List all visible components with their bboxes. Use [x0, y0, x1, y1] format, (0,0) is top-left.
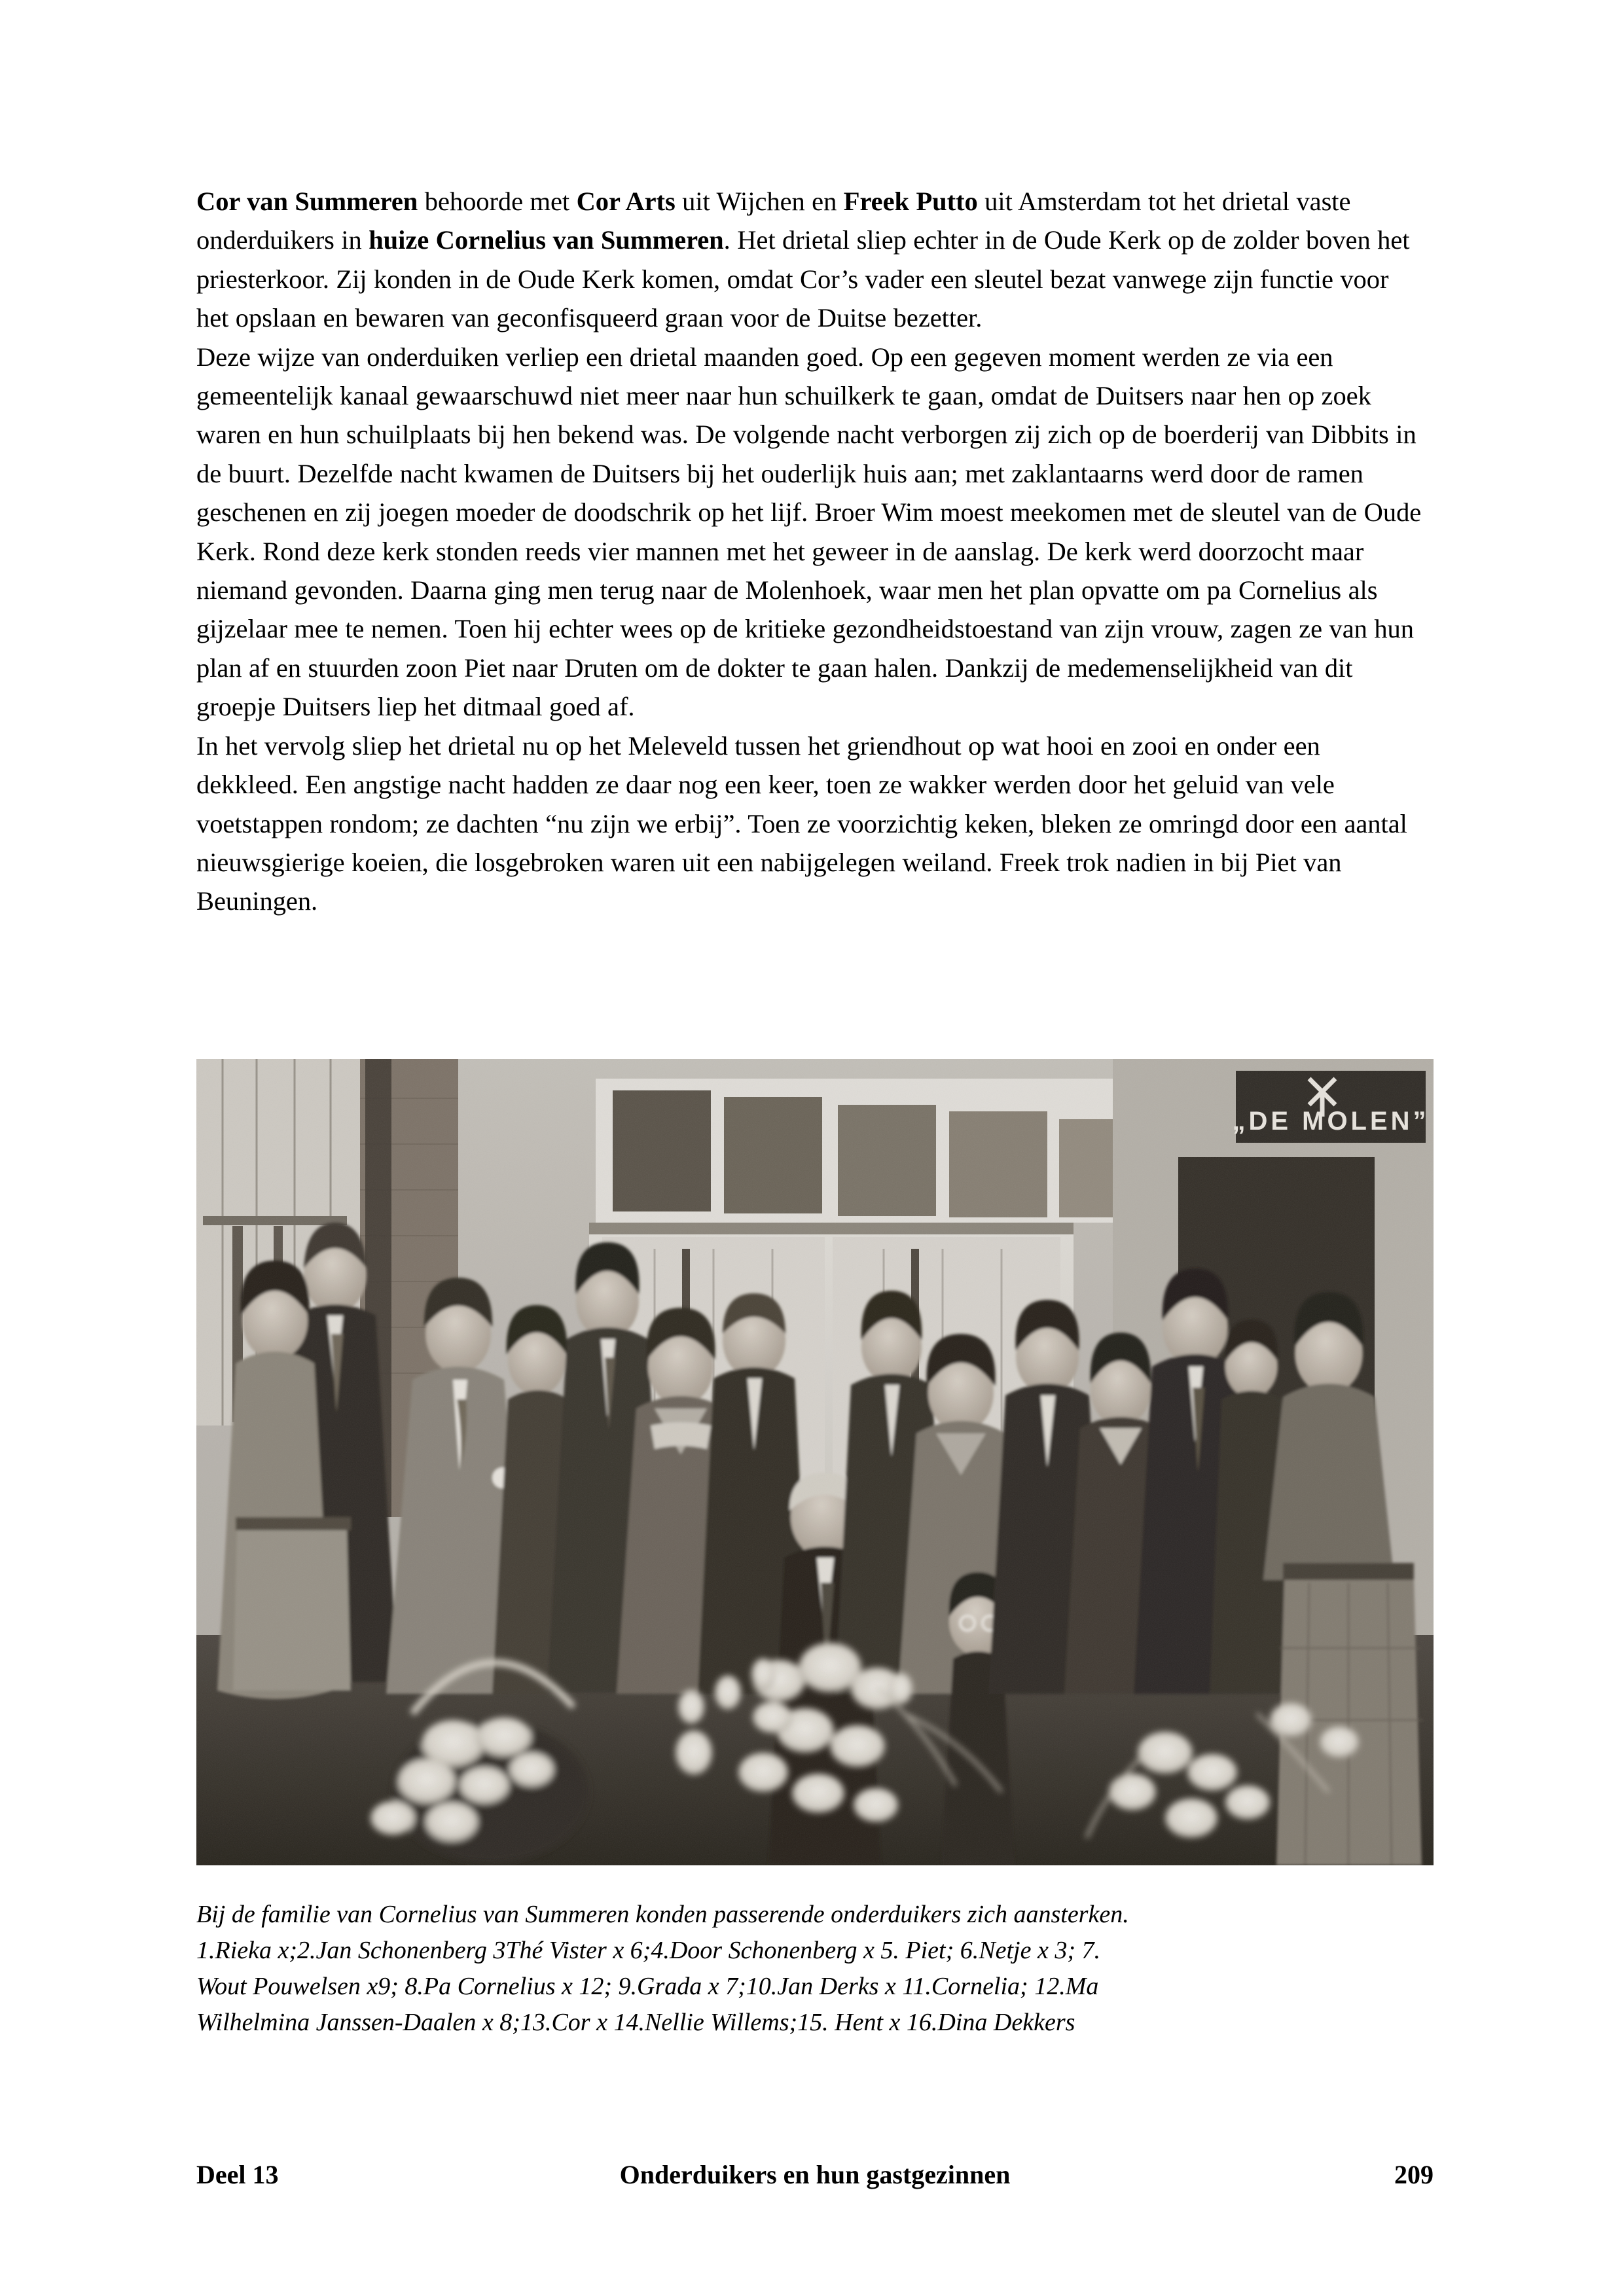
photograph-image	[196, 1059, 1434, 1865]
text-run: uit Wijchen en	[675, 187, 844, 216]
paragraph-3	[196, 726, 1427, 921]
text-run: Cor Arts	[576, 187, 676, 216]
caption-line-2: 1.Rieka x;2.Jan Schonenberg 3Thé Vister x 6;4.Door Schonenberg x 5. Piet; 6.Netje x 3; 7.	[196, 1937, 1100, 1964]
page-footer	[196, 2157, 1434, 2197]
caption-line-3: Wout Pouwelsen x9; 8.Pa Cornelius x 12; 9.Grada x 7;10.Jan Derks x 11.Cornelia; 12.Ma	[196, 1973, 1099, 2000]
paragraph-2	[196, 338, 1427, 726]
photograph-caption	[196, 1897, 1440, 2041]
svg-text:„DE MOLEN”: „DE MOLEN”	[1232, 1107, 1430, 1136]
text-run: huize Cornelius van Summeren	[369, 225, 724, 255]
text-run: Freek Putto	[843, 187, 978, 216]
paragraph-1	[196, 182, 1427, 338]
caption-line-4: Wilhelmina Janssen-Daalen x 8;13.Cor x 14.Nellie Willems;15. Hent x 16.Dina Dekkers	[196, 2009, 1075, 2036]
caption-line-1: Bij de familie van Cornelius van Summeren konden passerende onderduikers zich aansterken.	[196, 1901, 1129, 1928]
group-photograph	[196, 1059, 1434, 1865]
photograph-frame	[196, 1059, 1434, 1865]
page-number: 209	[1394, 2160, 1434, 2189]
text-run: uit Amsterdam tot het drietal vaste onderduikers in	[196, 187, 1351, 255]
text-run: behoorde met	[418, 187, 577, 216]
footer-chapter-title: Onderduikers en hun gastgezinnen	[619, 2160, 1011, 2189]
text-run: In het vervolg sliep het drietal nu op het Meleveld tussen het griendhout op wat hooi en zooi en onder een dekkleed. Een angstige nacht hadden ze daar nog een keer, toen ze wakker werden door het geluid van vele voetstappen rondom; ze dachten “nu zijn we erbij”. Toen ze voorzichtig keken, bleken ze omringd door een aantal nieuwsgierige koeien, die losgebroken waren uit een nabijgelegen weiland. Freek trok nadien in bij Piet van Beuningen.	[196, 730, 1407, 916]
text-run: Deze wijze van onderduiken verliep een drietal maanden goed. Op een gegeven moment werden ze via een gemeentelijk kanaal gewaarschuwd niet meer naar hun schuilkerk te gaan, omdat de Duitsers naar hen op zoek waren en hun schuilplaats bij hen bekend was. De volgende nacht verborgen zij zich op de boerderij van Dibbits in de buurt. Dezelfde nacht kwamen de Duitsers bij het ouderlijk huis aan; met zaklantaarns werd door de ramen geschenen en zij joegen moeder de doodschrik op het lijf. Broer Wim moest meekomen met de sleutel van de Oude Kerk. Rond deze kerk stonden reeds vier mannen met het geweer in de aanslag. De kerk werd doorzocht maar niemand gevonden. Daarna ging men terug naar de Molenhoek, waar men het plan opvatte om pa Cornelius als gijzelaar mee te nemen. Toen hij echter wees op de kritieke gezondheidstoestand van zijn vrouw, zagen ze van hun plan af en stuurden zoon Piet naar Druten om de dokter te gaan halen. Dankzij de medemenselijkheid van dit groepje Duitsers liep het ditmaal goed af.	[196, 342, 1422, 722]
text-run: . Het drietal sliep echter in de Oude Kerk op de zolder boven het priesterkoor. Zij konden in de Oude Kerk komen, omdat Cor’s vader een sleutel bezat vanwege zijn functie voor het opslaan en bewaren van geconfisqueerd graan voor de Duitse bezetter.	[196, 225, 1410, 333]
body-text-block	[196, 182, 1427, 921]
footer-part-label: Deel 13	[196, 2160, 279, 2189]
text-run: Cor van Summeren	[196, 187, 418, 216]
